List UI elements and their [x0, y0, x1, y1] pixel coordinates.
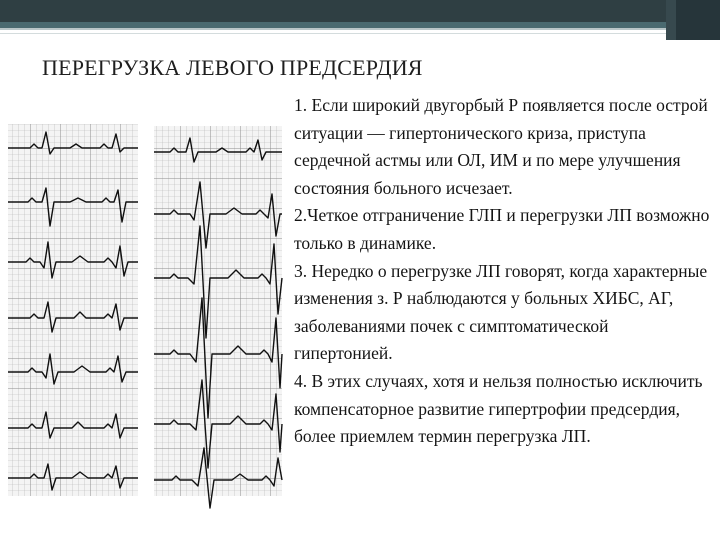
body-paragraph-3: 3. Нередко о перегрузке ЛП говорят, когда характерные изменения з. Р наблюдаются у больных ХИБС, АГ, заболеваниями почек с симптоматической гипертонией. — [294, 260, 708, 364]
header-corner-block — [676, 0, 720, 40]
body-paragraph-4: 4. В этих случаях, хотя и нельзя полностью исключить компенсаторное развитие гипертрофии предсердия, более приемлем термин перегрузка ЛП. — [294, 370, 703, 447]
slide-body-text — [294, 92, 710, 451]
header-band-dark — [0, 0, 720, 22]
header-corner-block-inner — [666, 0, 676, 40]
body-paragraph-2: 2.Четкое отграничение ГЛП и перегрузки ЛП возможно только в динамике. — [294, 205, 710, 253]
slide-title: ПЕРЕГРУЗКА ЛЕВОГО ПРЕДСЕРДИЯ — [42, 55, 423, 80]
header-band-light-thin — [0, 33, 680, 34]
ecg-strip-image — [0, 118, 290, 518]
body-paragraph-1: 1. Если широкий двугорбый Р появляется после острой ситуации — гипертонического криза, приступа сердечной астмы или ОЛ, ИМ и по мере улучшения состояния больного исчезает. — [294, 95, 708, 198]
header-band-light — [0, 28, 720, 30]
slide-header-bar — [0, 0, 720, 40]
